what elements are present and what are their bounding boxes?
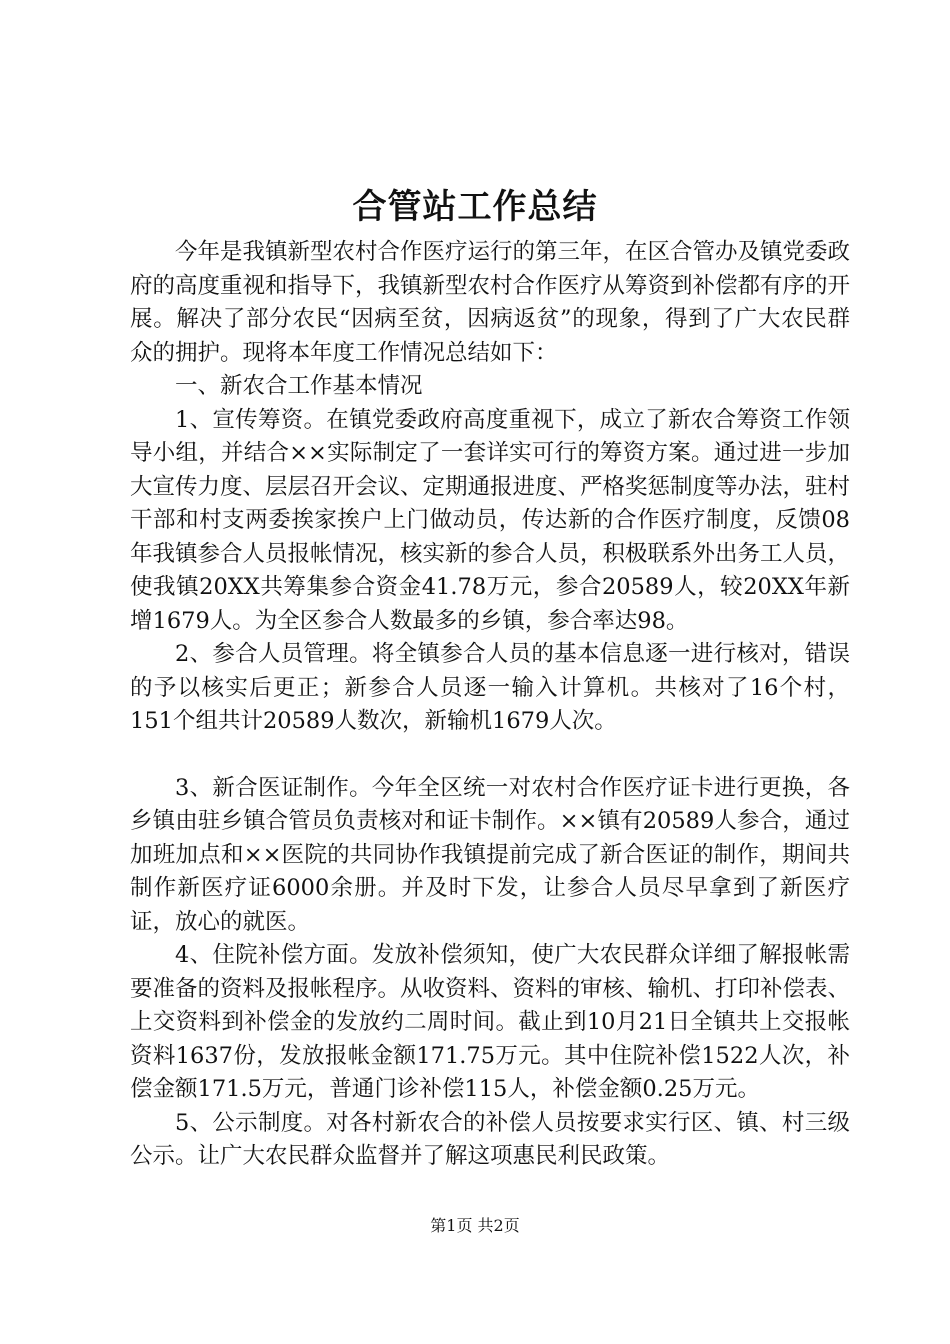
document-title: 合管站工作总结 — [352, 187, 598, 227]
page-footer: 第1页 共2页 — [430, 1216, 520, 1235]
paragraph-public-notice: 5、公示制度。对各村新农合的补偿人员按要求实行区、镇、村三级公示。让广大农民群众监督并了解这项惠民利民政策。 — [130, 1109, 850, 1169]
paragraph-fundraising: 1、宣传筹资。在镇党委政府高度重视下，成立了新农合筹资工作领导小组，并结合××实际制定了一套详实可行的筹资方案。通过进一步加大宣传力度、层层召开会议、定期通报进度、严格奖惩制度等办法，驻村干部和村支两委挨家挨户上门做动员，传达新的合作医疗制度，反馈08年我镇参合人员报帐情况，核实新的参合人员，积极联系外出务工人员，使我镇20XX共筹集参合资金41.78万元，参合20589人，较20XX年新增1679人。为全区参合人数最多的乡镇，参合率达98。 — [130, 406, 851, 634]
section-heading: 一、新农合工作基本情况 — [175, 373, 423, 399]
document-body — [130, 236, 850, 1174]
paragraph-card-production: 3、新合医证制作。今年全区统一对农村合作医疗证卡进行更换，各乡镇由驻乡镇合管员负责核对和证卡制作。××镇有20589人参合，通过加班加点和××医院的共同协作我镇提前完成了新合医证的制作，期间共制作新医疗证6000余册。并及时下发，让参合人员尽早拿到了新医疗证，放心的就医。 — [130, 774, 850, 935]
paragraph-member-management: 2、参合人员管理。将全镇参合人员的基本信息逐一进行核对，错误的予以核实后更正；新参合人员逐一输入计算机。共核对了16个村，151个组共计20589人数次，新输机1679人次。 — [130, 641, 850, 734]
paragraph-intro: 今年是我镇新型农村合作医疗运行的第三年，在区合管办及镇党委政府的高度重视和指导下，我镇新型农村合作医疗从筹资到补偿都有序的开展。解决了部分农民“因病至贫，因病返贫”的现象，得到了广大农民群众的拥护。现将本年度工作情况总结如下： — [130, 239, 851, 366]
paragraph-hospital-compensation: 4、住院补偿方面。发放补偿须知，使广大农民群众详细了解报帐需要准备的资料及报帐程序。从收资料、资料的审核、输机、打印补偿表、上交资料到补偿金的发放约二周时间。截止到10月21日全镇共上交报帐资料1637份，发放报帐金额171.75万元。其中住院补偿1522人次，补偿金额171.5万元，普通门诊补偿115人，补偿金额0.25万元。 — [130, 942, 851, 1102]
